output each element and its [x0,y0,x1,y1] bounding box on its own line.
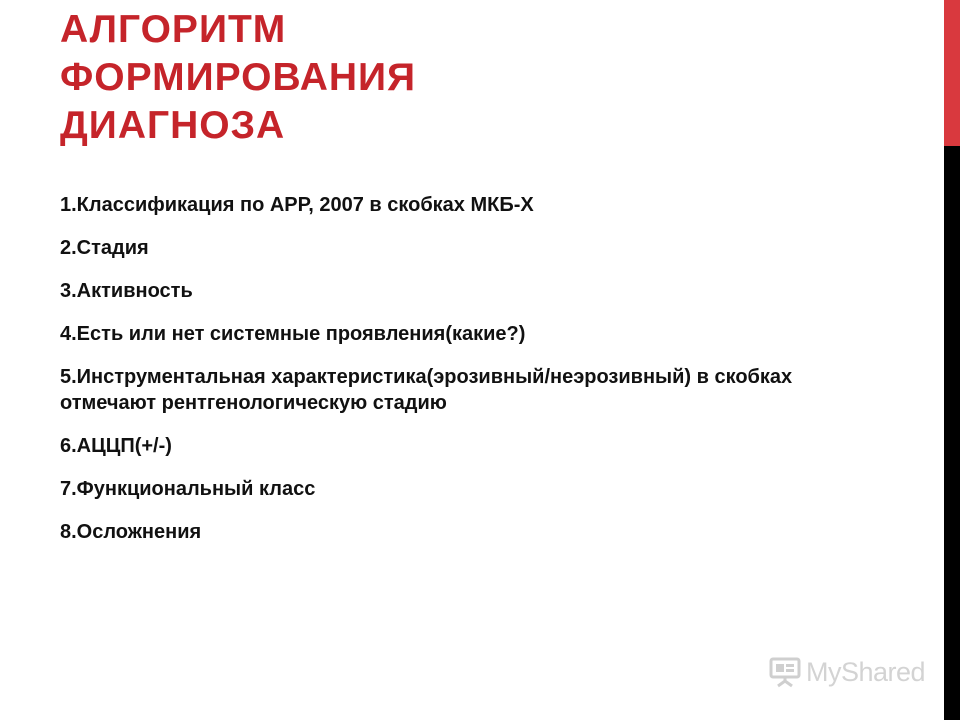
list-item: 4.Есть или нет системные проявления(какие?) [60,323,526,345]
list-item: 1.Классификация по АРР, 2007 в скобках МКБ-Х [60,194,534,216]
list-item: 5.Инструментальная характеристика(эрозивный/неэрозивный) в скобках отмечают рентгенологическую стадию [60,366,793,414]
logo-text: MyShared [806,656,926,687]
diagnosis-steps-list [60,192,820,562]
presentation-board-icon [768,655,802,689]
myshared-watermark [768,652,928,692]
list-item: 7.Функциональный класс [60,478,316,500]
title-line-1: АЛГОРИТМ [60,8,287,51]
list-item: 2.Стадия [60,237,149,259]
side-bar-accent [944,0,960,146]
title-line-3: ДИАГНОЗА [60,104,286,147]
list-item: 3.Активность [60,280,193,302]
list-item: 8.Осложнения [60,521,202,543]
list-item: 6.АЦЦП(+/-) [60,435,172,457]
title-line-2: ФОРМИРОВАНИЯ [60,56,417,99]
slide-title [60,6,920,150]
